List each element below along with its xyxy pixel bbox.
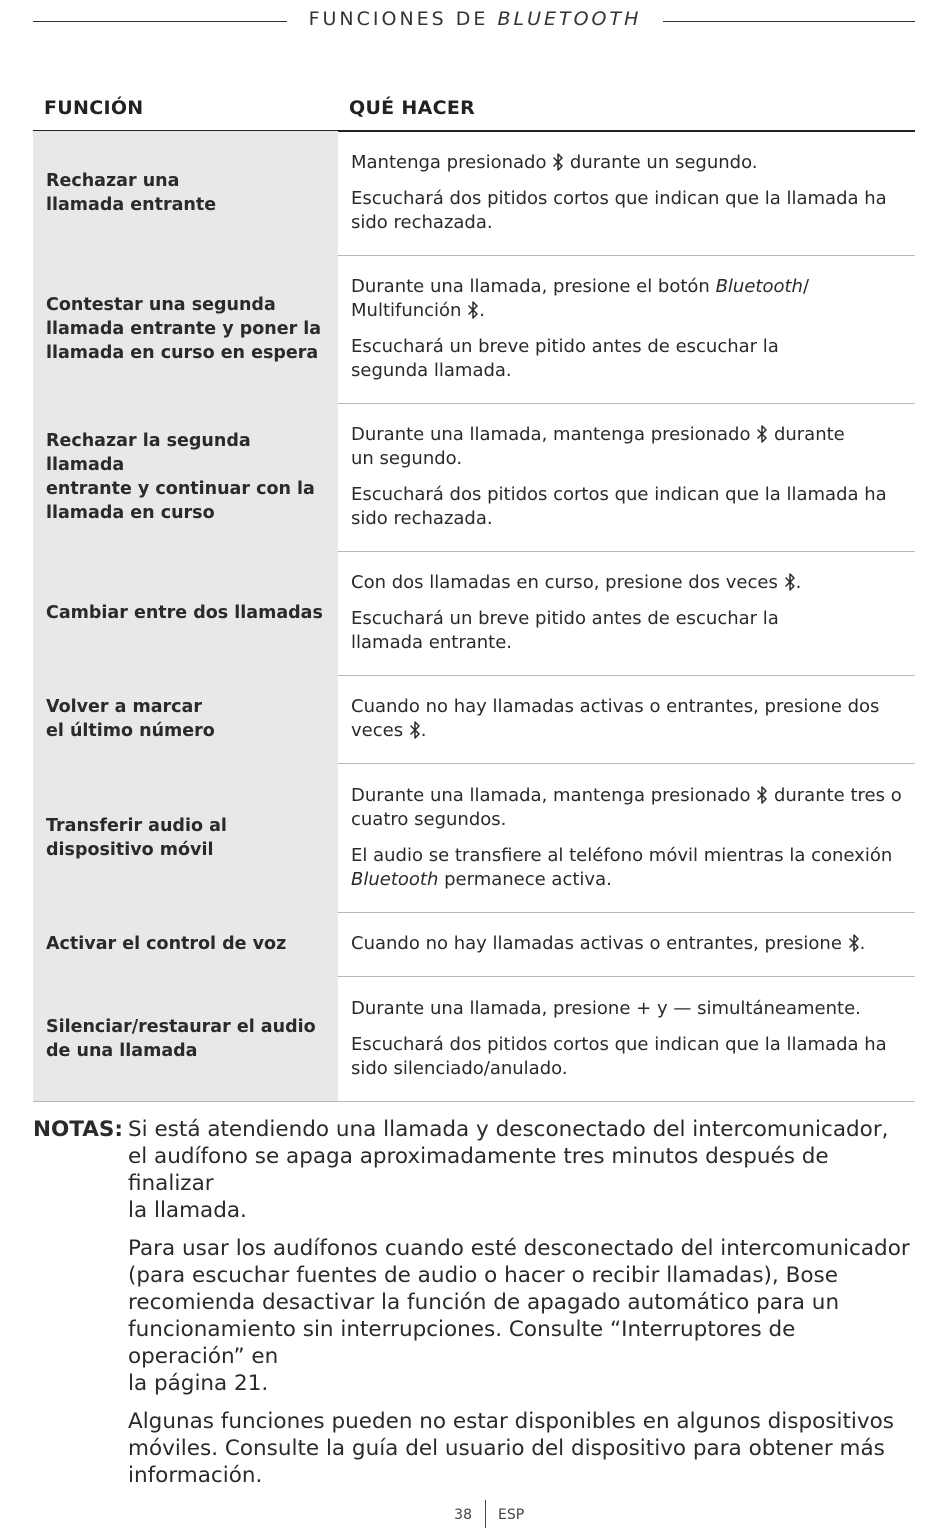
bluetooth-icon bbox=[848, 934, 860, 952]
page-footer bbox=[0, 1500, 950, 1530]
action-text bbox=[351, 844, 909, 892]
text-segment: Escuchará dos pitidos cortos que indican que la llamada ha sido silenciado/anulado. bbox=[351, 1033, 887, 1079]
section-header bbox=[33, 8, 915, 36]
text-segment: Durante una llamada, presione bbox=[351, 997, 637, 1019]
action-cell bbox=[338, 551, 915, 675]
action-cell bbox=[338, 403, 915, 551]
action-text bbox=[351, 187, 909, 235]
function-label: Cambiar entre dos llamadas bbox=[46, 603, 323, 623]
notes-list bbox=[128, 1116, 918, 1500]
function-label: Rechazar la segunda llamada entrante y continuar con la llamada en curso bbox=[46, 431, 315, 523]
function-cell bbox=[33, 912, 338, 976]
text-segment: Durante una llamada, mantenga presionado bbox=[351, 784, 757, 806]
note-item: Si está atendiendo una llamada y desconectado del intercomunicador, el audífono se apaga aproximadamente tres minutos después de finalizar la llamada. bbox=[128, 1117, 889, 1223]
table-row bbox=[33, 131, 915, 256]
header-rule-left bbox=[33, 21, 287, 22]
table-row bbox=[33, 403, 915, 552]
action-text bbox=[351, 151, 909, 175]
table-header bbox=[33, 95, 915, 132]
function-label: Rechazar una llamada entrante bbox=[46, 171, 217, 215]
bluetooth-icon bbox=[756, 786, 768, 804]
action-cell bbox=[338, 255, 915, 403]
action-cell bbox=[338, 976, 915, 1101]
text-segment: . bbox=[859, 933, 866, 954]
function-cell bbox=[33, 551, 338, 675]
function-label: Silenciar/restaurar el audio de una llamada bbox=[46, 1016, 316, 1061]
bluetooth-icon bbox=[784, 573, 796, 591]
text-segment: Escuchará dos pitidos cortos que indican que la llamada ha sido rechazada. bbox=[351, 484, 887, 529]
note-item: Para usar los audífonos cuando esté desconectado del intercomunicador (para escuchar fuentes de audio o hacer o recibir llamadas), Bose recomienda desactivar la función de apagado automático para un funcionamiento sin interrupciones. Consulte “Interruptores de operación” en la página 21. bbox=[128, 1236, 910, 1396]
function-cell bbox=[33, 131, 338, 255]
emphasis-text: Bluetooth bbox=[715, 276, 803, 297]
section-title bbox=[295, 8, 655, 30]
function-label: Transferir audio al dispositivo móvil bbox=[46, 815, 227, 860]
function-cell bbox=[33, 675, 338, 763]
function-label: Contestar una segunda llamada entrante y poner la llamada en curso en espera bbox=[46, 295, 322, 363]
table-row bbox=[33, 976, 915, 1102]
column-header-function: FUNCIÓN bbox=[44, 97, 144, 119]
function-label: Activar el control de voz bbox=[46, 934, 287, 954]
notes-label: NOTAS: bbox=[33, 1117, 123, 1142]
action-cell bbox=[338, 763, 915, 912]
text-segment: . bbox=[479, 300, 485, 321]
function-cell bbox=[33, 976, 338, 1101]
column-header-action: QUÉ HACER bbox=[349, 97, 476, 119]
text-segment: . bbox=[795, 572, 802, 593]
action-cell bbox=[338, 912, 915, 976]
action-text bbox=[351, 784, 909, 832]
text-segment: durante tres o cuatro segundos. bbox=[351, 784, 902, 830]
bluetooth-icon bbox=[409, 721, 421, 739]
function-cell bbox=[33, 403, 338, 551]
bluetooth-icon bbox=[467, 301, 479, 319]
action-text bbox=[351, 997, 909, 1021]
text-segment: Durante una llamada, mantenga presionado bbox=[351, 424, 757, 445]
text-segment: simultáneamente. bbox=[691, 997, 861, 1019]
table-row bbox=[33, 912, 915, 977]
bluetooth-icon bbox=[552, 153, 564, 171]
action-text bbox=[351, 275, 909, 323]
minus-button-glyph: — bbox=[673, 997, 692, 1019]
text-segment: permanece activa. bbox=[438, 868, 612, 890]
text-segment: El audio se transfiere al teléfono móvil mientras la conexión bbox=[351, 844, 893, 866]
text-segment: Escuchará un breve pitido antes de escuchar la llamada entrante. bbox=[351, 608, 779, 653]
action-text bbox=[351, 483, 909, 531]
table-row bbox=[33, 763, 915, 913]
text-segment: y bbox=[651, 997, 674, 1019]
action-text bbox=[351, 571, 909, 595]
action-text bbox=[351, 1033, 909, 1081]
text-segment: Cuando no hay llamadas activas o entrantes, presione dos veces bbox=[351, 696, 880, 741]
text-segment: . bbox=[420, 720, 427, 741]
action-text bbox=[351, 335, 909, 383]
section-title-emphasis: BLUETOOTH bbox=[497, 8, 642, 30]
bluetooth-icon bbox=[756, 425, 768, 443]
text-segment: durante un segundo. bbox=[564, 152, 758, 173]
action-text bbox=[351, 607, 909, 655]
note-item: Algunas funciones pueden no estar disponibles en algunos dispositivos móviles. Consulte la guía del usuario del dispositivo para obtener más información. bbox=[128, 1409, 894, 1488]
plus-button-glyph: + bbox=[636, 997, 652, 1019]
action-text bbox=[351, 423, 909, 471]
table-row bbox=[33, 255, 915, 404]
text-segment: Durante una llamada, presione el botón bbox=[351, 276, 716, 297]
table-row bbox=[33, 551, 915, 676]
action-cell bbox=[338, 131, 915, 255]
table-row bbox=[33, 675, 915, 764]
action-cell bbox=[338, 675, 915, 763]
text-segment: / Multifunción bbox=[351, 276, 810, 321]
action-text bbox=[351, 695, 909, 743]
language-code: ESP bbox=[498, 1507, 525, 1523]
function-cell bbox=[33, 763, 338, 912]
action-text bbox=[351, 932, 909, 956]
function-cell bbox=[33, 255, 338, 403]
section-title-prefix: FUNCIONES DE bbox=[308, 8, 489, 30]
text-segment: durante un segundo. bbox=[351, 424, 845, 469]
emphasis-text: Bluetooth bbox=[351, 868, 439, 890]
header-rule-right bbox=[663, 21, 915, 22]
text-segment: Con dos llamadas en curso, presione dos veces bbox=[351, 572, 784, 593]
text-segment: Escuchará un breve pitido antes de escuchar la segunda llamada. bbox=[351, 336, 779, 381]
text-segment: Escuchará dos pitidos cortos que indican que la llamada ha sido rechazada. bbox=[351, 188, 887, 233]
text-segment: Mantenga presionado bbox=[351, 152, 553, 173]
page-number: 38 bbox=[454, 1507, 472, 1523]
footer-divider bbox=[485, 1500, 486, 1528]
function-label: Volver a marcar el último número bbox=[46, 697, 215, 741]
text-segment: Cuando no hay llamadas activas o entrantes, presione bbox=[351, 933, 848, 954]
